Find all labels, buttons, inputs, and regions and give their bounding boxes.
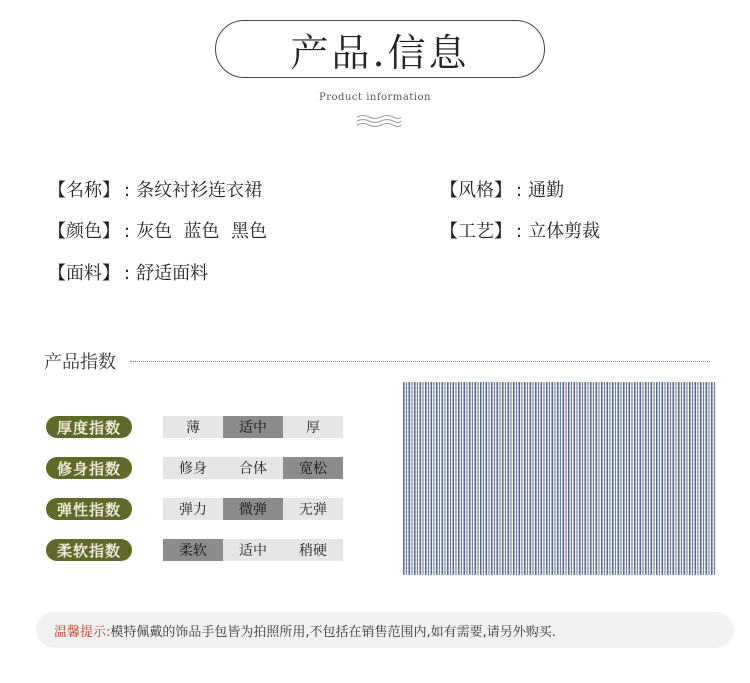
info-separator: : [124,180,131,201]
info-name-value: 条纹衬衫连衣裙 [136,180,263,201]
index-option-selected: 微弹 [223,498,283,520]
info-color-value: 灰色 蓝色 黑色 [136,221,267,242]
index-label: 修身指数 [46,457,132,479]
section-title-indices: 产品指数 [44,352,116,373]
info-color [48,217,267,243]
info-fabric-key: 【面料】 [48,263,120,284]
index-options [163,416,343,438]
wave-decoration-icon [355,113,401,129]
index-option: 稍硬 [283,539,343,561]
notice-text: 模特佩戴的饰品手包皆为拍照所用,不包括在销售范围内,如有需要,请另外购买. [110,624,556,640]
info-style-key: 【风格】 [440,180,512,201]
index-options [163,498,343,520]
index-option: 弹力 [163,498,223,520]
index-option: 适中 [223,539,283,561]
index-label: 弹性指数 [46,498,132,520]
index-options [163,539,343,561]
info-craft-value: 立体剪裁 [528,221,601,242]
title-box [215,20,545,78]
index-option-selected: 适中 [223,416,283,438]
info-color-key: 【颜色】 [48,221,120,242]
index-label: 厚度指数 [46,416,132,438]
section-divider [130,361,710,362]
info-fabric-value: 舒适面料 [136,263,209,284]
index-label: 柔软指数 [46,539,132,561]
fabric-swatch-image [403,382,716,575]
index-option: 修身 [163,457,223,479]
info-name-key: 【名称】 [48,180,120,201]
index-option: 合体 [223,457,283,479]
index-option-selected: 宽松 [283,457,343,479]
page-title: 产品.信息 [290,30,470,75]
info-name [48,176,262,202]
notice-highlight: 温馨提示: [54,624,111,640]
notice-bar [36,612,734,648]
page-subtitle: Product information [319,92,431,103]
index-option: 薄 [163,416,223,438]
info-separator: : [124,263,131,284]
index-option: 厚 [283,416,343,438]
index-option-selected: 柔软 [163,539,223,561]
info-style [440,176,564,202]
info-style-value: 通勤 [528,180,565,201]
index-option: 无弹 [283,498,343,520]
info-craft [440,217,600,243]
info-craft-key: 【工艺】 [440,221,512,242]
info-separator: : [124,221,131,242]
info-fabric [48,259,208,285]
info-separator: : [516,180,523,201]
index-options [163,457,343,479]
info-separator: : [516,221,523,242]
